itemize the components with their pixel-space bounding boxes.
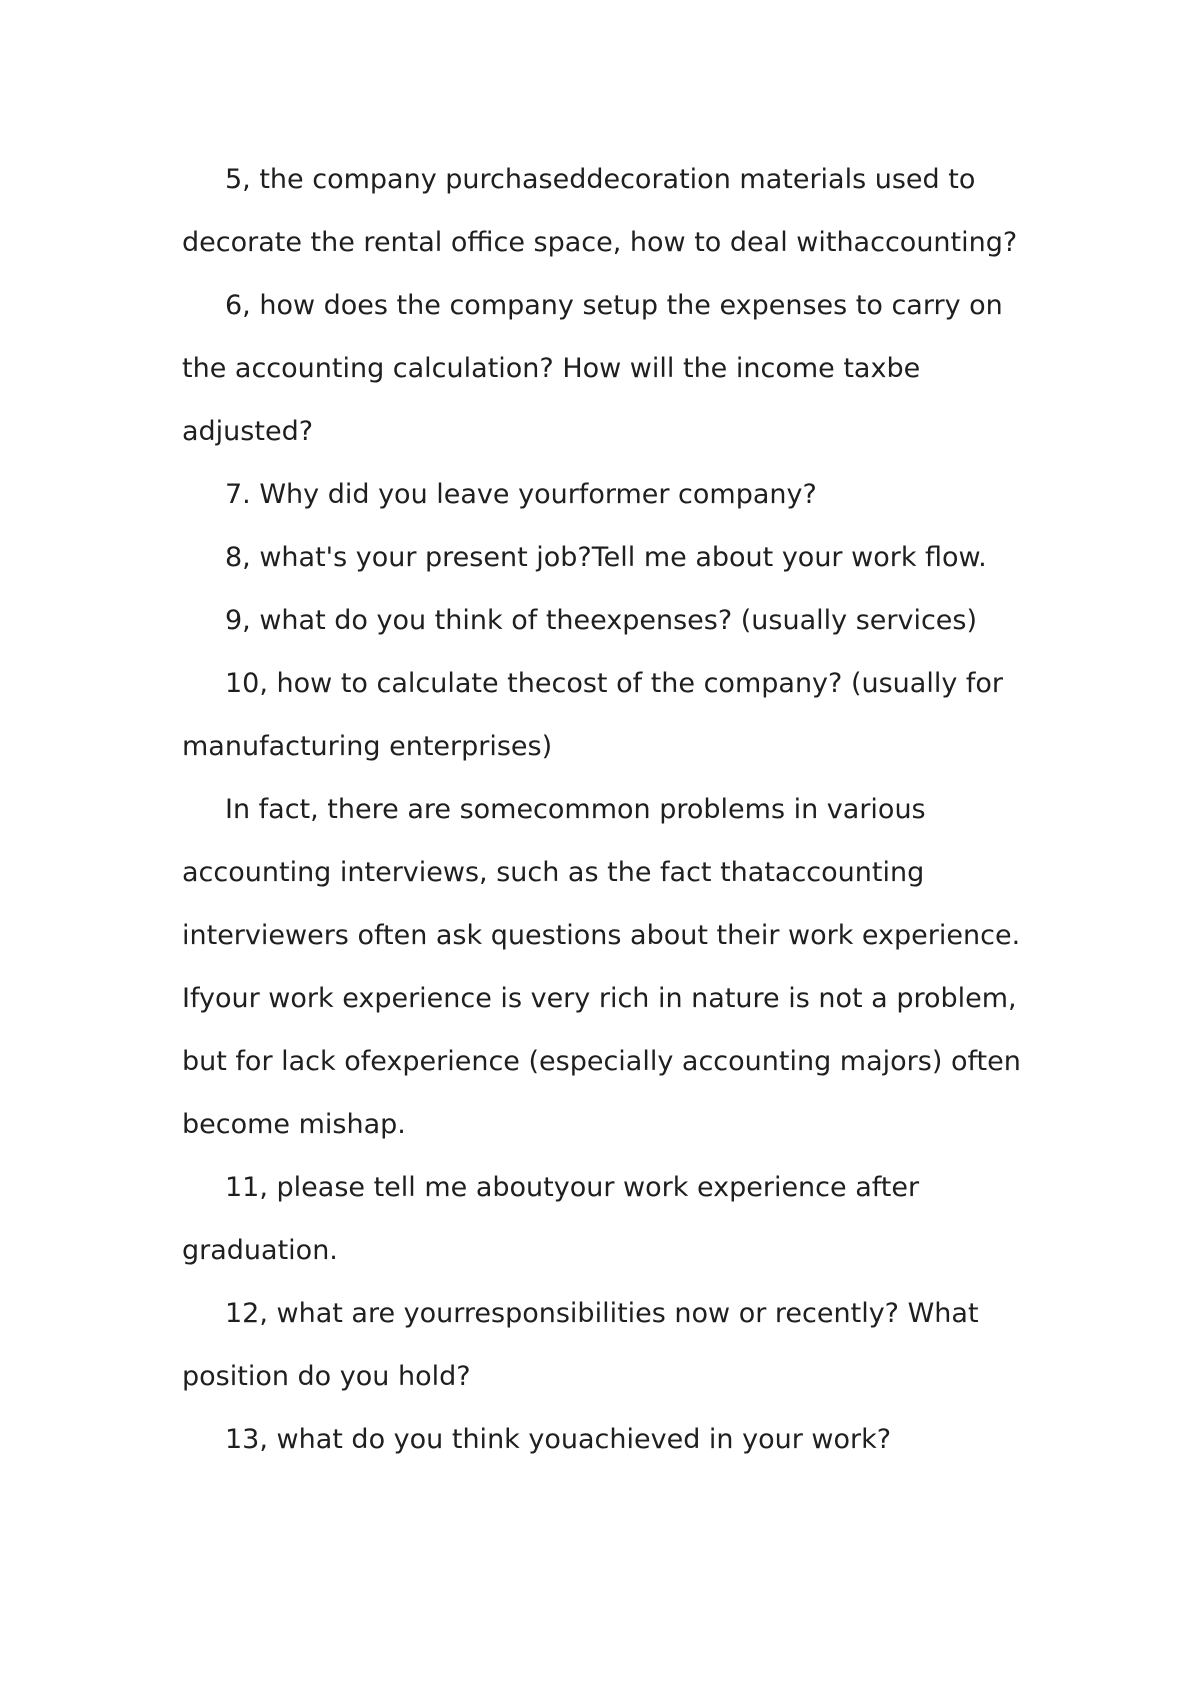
paragraph-q6: 6, how does the company setup the expenses to carry on the accounting calculation? How will the income taxbe adjusted?: [182, 290, 1003, 447]
paragraph-q7: 7. Why did you leave yourformer company?: [225, 479, 817, 510]
paragraph-q10: 10, how to calculate thecost of the company? (usually for manufacturing enterprises): [182, 668, 1004, 762]
paragraph-q11: 11, please tell me aboutyour work experience after graduation.: [182, 1172, 920, 1266]
document-body: [182, 148, 1032, 1471]
paragraph-q12: 12, what are yourresponsibilities now or recently? What position do you hold?: [182, 1298, 979, 1392]
paragraph-q8: 8, what's your present job?Tell me about your work flow.: [225, 542, 987, 573]
paragraph-q9: 9, what do you think of theexpenses? (usually services): [225, 605, 978, 636]
paragraph-q5: 5, the company purchaseddecoration materials used to decorate the rental office space, how to deal withaccounting?: [182, 164, 1018, 258]
paragraph-q13: 13, what do you think youachieved in your work?: [225, 1424, 892, 1455]
paragraph-common-problems: In fact, there are somecommon problems in various accounting interviews, such as the fact thataccounting interviewers often ask questions about their work experience. Ifyour work experience is very rich in nature is not a problem, but for lack ofexperience (especially accounting majors) often become mishap.: [182, 794, 1021, 1140]
